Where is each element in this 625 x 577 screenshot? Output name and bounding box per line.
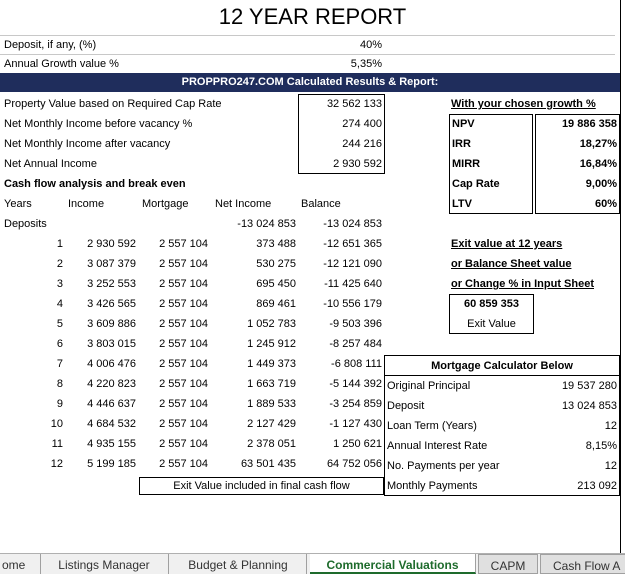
col-balance: Balance bbox=[301, 198, 341, 210]
exit-label: Exit Value bbox=[467, 318, 516, 330]
cell-year: 8 bbox=[56, 378, 63, 390]
page-title: 12 YEAR REPORT bbox=[218, 4, 407, 29]
caprate-value: 9,00% bbox=[585, 178, 617, 190]
ltv-value: 60% bbox=[594, 198, 617, 210]
col-income: Income bbox=[68, 198, 105, 210]
cell-year: 1 bbox=[56, 238, 63, 250]
cell-balance: -12 651 365 bbox=[323, 238, 382, 250]
mortgage-value: 213 092 bbox=[577, 480, 617, 492]
cell-mortgage: 2 557 104 bbox=[159, 258, 208, 270]
mortgage-label: Monthly Payments bbox=[387, 480, 478, 492]
growth-label: Annual Growth value % bbox=[4, 58, 119, 70]
mortgage-value: 8,15% bbox=[585, 440, 617, 452]
col-years: Years bbox=[4, 198, 32, 210]
cell-mortgage: 2 557 104 bbox=[159, 238, 208, 250]
cell-year: 3 bbox=[56, 278, 63, 290]
cell-year: 9 bbox=[56, 398, 63, 410]
cell-income: 3 252 553 bbox=[87, 278, 136, 290]
caprate-label: Cap Rate bbox=[452, 178, 500, 190]
cell-income: 3 426 565 bbox=[87, 298, 136, 310]
cell-balance: -12 121 090 bbox=[323, 258, 382, 270]
cell-net-income: 2 127 429 bbox=[247, 418, 296, 430]
results-banner: PROPPRO247.COM Calculated Results & Report: bbox=[0, 73, 620, 92]
cell-net-income: 1 889 533 bbox=[247, 398, 296, 410]
irr-value: 18,27% bbox=[579, 138, 617, 150]
deposit-value[interactable]: 40% bbox=[359, 39, 382, 51]
exit-line1: Exit value at 12 years bbox=[451, 238, 563, 250]
cashflow-heading: Cash flow analysis and break even bbox=[4, 178, 186, 190]
cell-year: 4 bbox=[56, 298, 63, 310]
cell-income: 4 935 155 bbox=[87, 438, 136, 450]
mortgage-label: Loan Term (Years) bbox=[387, 420, 477, 432]
cell-year: 10 bbox=[50, 418, 63, 430]
summary-label: Net Annual Income bbox=[4, 158, 97, 170]
col-mortgage: Mortgage bbox=[142, 198, 189, 210]
cell-year: 7 bbox=[56, 358, 63, 370]
cell-mortgage: 2 557 104 bbox=[159, 398, 208, 410]
mortgage-value: 12 bbox=[604, 420, 617, 432]
cashflow-footer: Exit Value included in final cash flow bbox=[173, 480, 350, 492]
cell-net-income: 63 501 435 bbox=[240, 458, 296, 470]
cell-mortgage: 2 557 104 bbox=[159, 338, 208, 350]
tab-budget-planning[interactable]: Budget & Planning bbox=[170, 554, 307, 574]
cell-net-income: 530 275 bbox=[256, 258, 296, 270]
cell-balance: -8 257 484 bbox=[329, 338, 382, 350]
cell-balance: -9 503 396 bbox=[329, 318, 382, 330]
cell-income: 5 199 185 bbox=[87, 458, 136, 470]
summary-value[interactable]: 2 930 592 bbox=[333, 158, 382, 170]
cell-mortgage: 2 557 104 bbox=[159, 278, 208, 290]
mortgage-label: Annual Interest Rate bbox=[387, 440, 488, 452]
tab-capm[interactable]: CAPM bbox=[478, 554, 538, 574]
cell-income: 2 930 592 bbox=[87, 238, 136, 250]
cell-mortgage: 2 557 104 bbox=[159, 438, 208, 450]
mortgage-value: 19 537 280 bbox=[561, 380, 617, 392]
col-net-income: Net Income bbox=[215, 198, 272, 210]
cell-balance: -1 127 430 bbox=[329, 418, 382, 430]
cell-net-income: 1 663 719 bbox=[247, 378, 296, 390]
mortgage-heading: Mortgage Calculator Below bbox=[431, 360, 573, 372]
mortgage-value: 13 024 853 bbox=[561, 400, 617, 412]
cell-balance: 1 250 621 bbox=[333, 438, 382, 450]
summary-value[interactable]: 32 562 133 bbox=[326, 98, 382, 110]
cell-balance: 64 752 056 bbox=[326, 458, 382, 470]
cell-balance: -3 254 859 bbox=[329, 398, 382, 410]
mortgage-label: Original Principal bbox=[387, 380, 471, 392]
cell-mortgage: 2 557 104 bbox=[159, 418, 208, 430]
cell-net-income: 373 488 bbox=[256, 238, 296, 250]
mortgage-label: Deposit bbox=[387, 400, 425, 412]
cell-income: 3 087 379 bbox=[87, 258, 136, 270]
summary-label: Net Monthly Income after vacancy bbox=[4, 138, 171, 150]
tab-home[interactable]: ome bbox=[0, 554, 41, 574]
tab-listings-manager[interactable]: Listings Manager bbox=[40, 554, 169, 574]
growth-heading: With your chosen growth % bbox=[451, 98, 596, 110]
cell-mortgage: 2 557 104 bbox=[159, 358, 208, 370]
cell-balance: -11 425 640 bbox=[324, 278, 382, 290]
summary-label: Net Monthly Income before vacancy % bbox=[4, 118, 193, 130]
cell-net-income: 1 245 912 bbox=[247, 338, 296, 350]
tab-commercial-valuations[interactable]: Commercial Valuations bbox=[310, 554, 476, 574]
cell-year: 5 bbox=[56, 318, 63, 330]
summary-value[interactable]: 274 400 bbox=[342, 118, 382, 130]
sheet-tab-bar bbox=[0, 553, 625, 574]
summary-label: Property Value based on Required Cap Rate bbox=[4, 98, 222, 110]
exit-line2: or Balance Sheet value bbox=[451, 258, 572, 270]
mirr-value: 16,84% bbox=[579, 158, 617, 170]
exit-line3: or Change % in Input Sheet bbox=[451, 278, 595, 290]
cell-year: 12 bbox=[50, 458, 63, 470]
cell-income: 3 803 015 bbox=[87, 338, 136, 350]
exit-value: 60 859 353 bbox=[463, 298, 520, 310]
mortgage-value: 12 bbox=[604, 460, 617, 472]
mortgage-label: No. Payments per year bbox=[387, 460, 500, 472]
cell-income: 4 220 823 bbox=[87, 378, 136, 390]
deposit-label: Deposit, if any, (%) bbox=[4, 39, 97, 51]
npv-value: 19 886 358 bbox=[561, 118, 617, 130]
cell-net-income: 1 449 373 bbox=[247, 358, 296, 370]
cell-mortgage: 2 557 104 bbox=[159, 318, 208, 330]
ltv-label: LTV bbox=[452, 198, 472, 210]
deposits-net: -13 024 853 bbox=[237, 218, 296, 230]
cell-balance: -10 556 179 bbox=[323, 298, 382, 310]
cell-income: 3 609 886 bbox=[87, 318, 136, 330]
irr-label: IRR bbox=[452, 138, 471, 150]
summary-value[interactable]: 244 216 bbox=[342, 138, 382, 150]
cell-mortgage: 2 557 104 bbox=[159, 378, 208, 390]
cell-net-income: 695 450 bbox=[256, 278, 296, 290]
cell-mortgage: 2 557 104 bbox=[159, 298, 208, 310]
cell-year: 2 bbox=[56, 258, 63, 270]
deposits-balance: -13 024 853 bbox=[323, 218, 382, 230]
deposits-label: Deposits bbox=[4, 218, 47, 230]
npv-label: NPV bbox=[452, 118, 475, 130]
cell-mortgage: 2 557 104 bbox=[159, 458, 208, 470]
cell-net-income: 1 052 783 bbox=[247, 318, 296, 330]
cell-net-income: 2 378 051 bbox=[247, 438, 296, 450]
cell-balance: -6 808 111 bbox=[331, 358, 382, 370]
cell-income: 4 006 476 bbox=[87, 358, 136, 370]
cell-year: 6 bbox=[56, 338, 63, 350]
cell-year: 11 bbox=[51, 438, 63, 450]
cell-net-income: 869 461 bbox=[256, 298, 296, 310]
cell-income: 4 684 532 bbox=[87, 418, 136, 430]
cell-balance: -5 144 392 bbox=[329, 378, 382, 390]
cell-income: 4 446 637 bbox=[87, 398, 136, 410]
mirr-label: MIRR bbox=[452, 158, 481, 170]
tab-cash-flow[interactable]: Cash Flow A bbox=[540, 554, 625, 574]
growth-value[interactable]: 5,35% bbox=[350, 58, 382, 70]
